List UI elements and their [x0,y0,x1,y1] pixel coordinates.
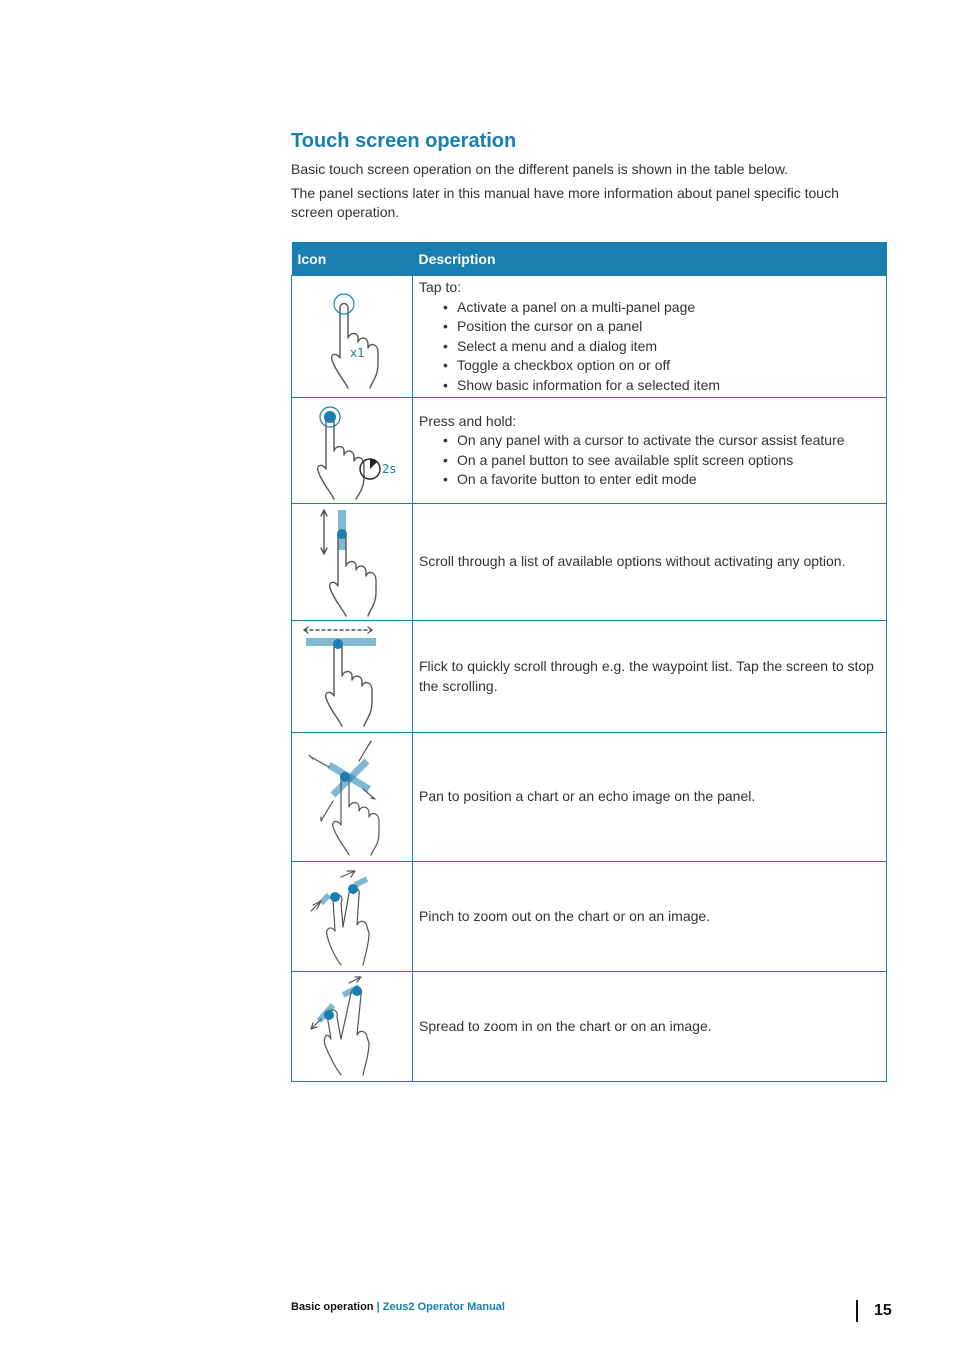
page-number: 15 [856,1300,892,1322]
spread-gesture-icon [292,975,412,1079]
table-row [292,972,887,1082]
bullet-list [419,431,880,490]
list-item: • On any panel with a cursor to activate the cursor assist feature [443,431,880,451]
footer-section: Basic operation [291,1301,374,1313]
icon-column-header: Icon [292,242,413,276]
footer-manual-title: Zeus2 Operator Manual [382,1301,505,1313]
hold-duration-label: 2s [382,461,396,476]
list-item: • Position the cursor on a panel [443,317,880,337]
row-description: Scroll through a list of available options without activating any option. [419,553,846,570]
list-item: • Toggle a checkbox option on or off [443,356,880,376]
table-row [292,504,887,621]
intro-paragraph: Basic touch screen operation on the different panels is shown in the table below. [291,161,789,177]
tap-gesture-icon [292,282,412,392]
intro-paragraph: The panel sections later in this manual have more information about panel specific touch screen operation. [291,185,839,220]
description-column-header: Description [413,242,887,276]
bullet-list [419,298,880,396]
scroll-gesture-icon [292,506,412,618]
table-header-row [292,242,887,276]
list-item: • On a favorite button to enter edit mode [443,470,880,490]
table-row [292,862,887,972]
touch-operations-table [291,242,887,1082]
list-item: • Activate a panel on a multi-panel page [443,298,880,318]
flick-gesture-icon [292,624,412,730]
list-item: • On a panel button to see available split screen options [443,451,880,471]
table-row [292,621,887,733]
pan-gesture-icon [292,737,412,857]
tap-count-label: x1 [350,345,365,360]
row-description: Spread to zoom in on the chart or on an image. [419,1017,712,1034]
page-title: Touch screen operation [291,130,517,152]
pinch-gesture-icon [292,865,412,969]
row-intro-text: Press and hold: [419,412,517,429]
list-item: • Select a menu and a dialog item [443,337,880,357]
table-row [292,276,887,398]
row-description: Pan to position a chart or an echo image on the panel. [419,788,756,805]
press-and-hold-gesture-icon [292,401,412,501]
footer-separator: | [376,1301,380,1313]
page-footer [291,1301,505,1313]
row-description: Pinch to zoom out on the chart or on an image. [419,907,711,924]
row-description: Flick to quickly scroll through e.g. the waypoint list. Tap the screen to stop the scrolling. [419,658,874,694]
table-row [292,733,887,862]
list-item: • Show basic information for a selected item [443,376,880,396]
row-intro-text: Tap to: [419,279,462,295]
table-row [292,398,887,504]
